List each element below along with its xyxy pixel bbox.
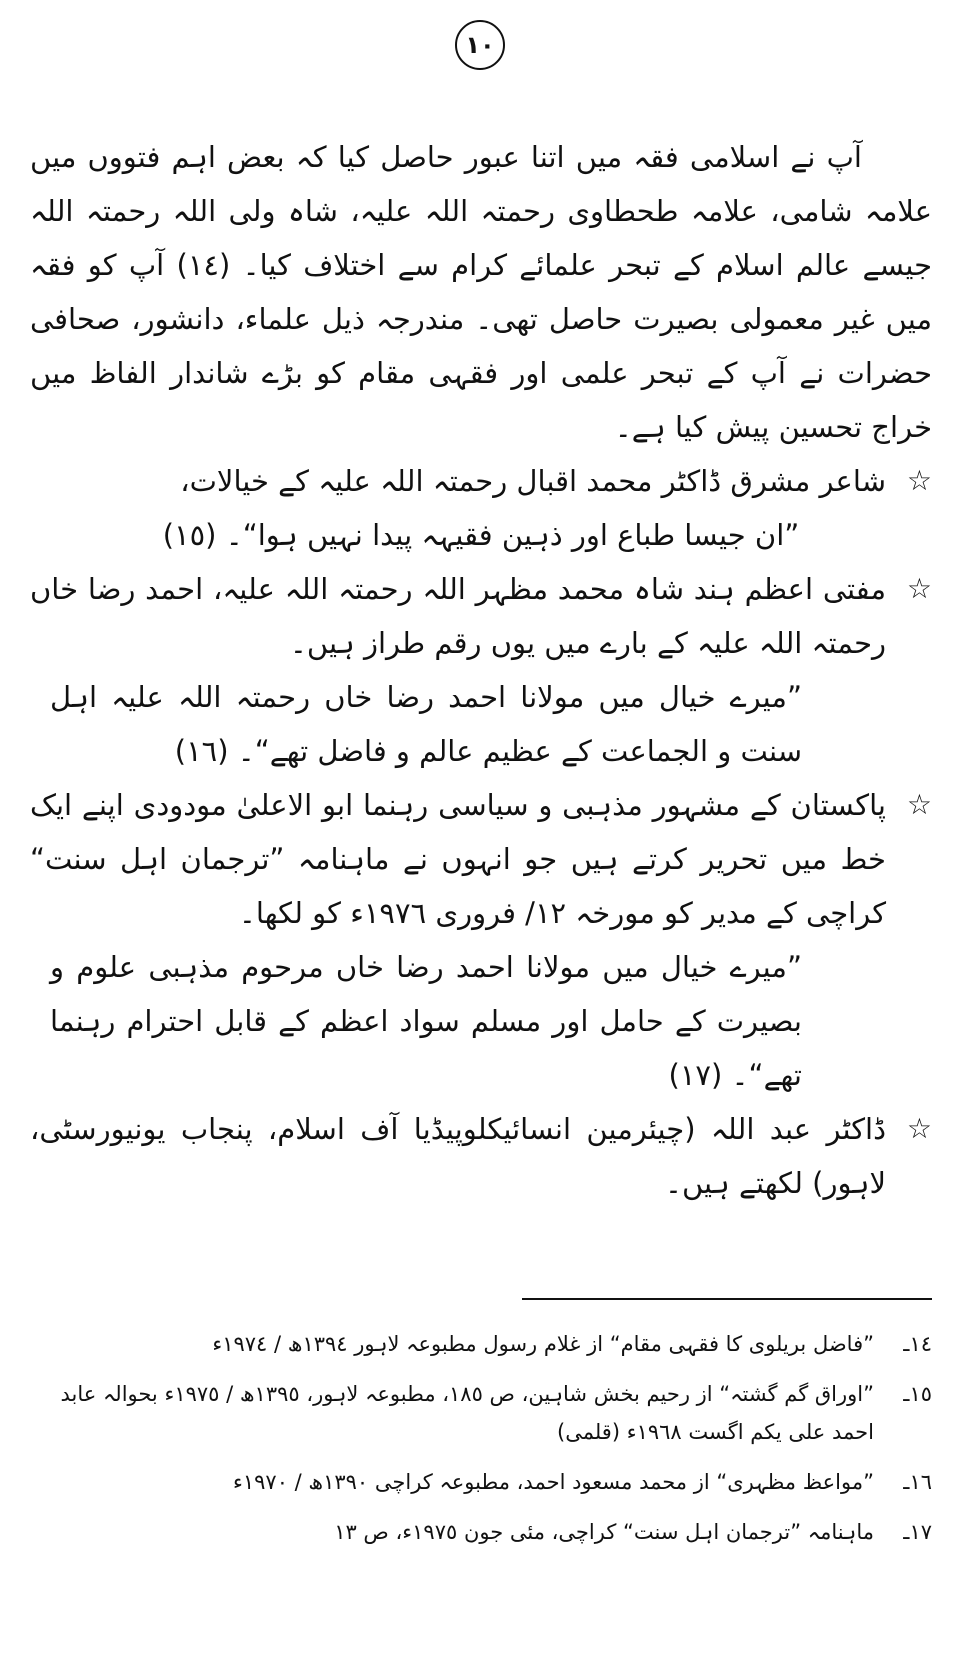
star-icon: ☆: [906, 572, 932, 605]
footnote-17: [30, 1513, 932, 1551]
footnote-number: ١٤ـ: [903, 1332, 932, 1356]
page-number: [455, 20, 505, 70]
list-item-abdullah: [30, 1102, 932, 1210]
star-icon: ☆: [906, 1112, 932, 1145]
quote-iqbal: ”ان جیسا طباع اور ذہین فقیہہ پیدا نہیں ہوا“۔ (١٥): [162, 518, 800, 552]
footnote-number: ١٥ـ: [903, 1382, 932, 1406]
list-item-mufti: [30, 562, 932, 670]
footnote-text: ”فاضل بریلوی کا فقہی مقام“ از غلام رسول مطبوعہ لاہور ١٣٩٤ھ / ١٩٧٤ء: [212, 1332, 874, 1356]
list-item-text: مفتی اعظم ہند شاہ محمد مظہر اللہ رحمتہ اللہ علیہ، احمد رضا خاں رحمتہ اللہ علیہ کے بارے میں یوں رقم طراز ہیں۔: [30, 572, 886, 660]
footnote-15: [30, 1375, 932, 1451]
footnote-text: ”اوراق گم گشتہ“ از رحیم بخش شاہین، ص ١٨٥، مطبوعہ لاہور، ١٣٩٥ھ / ١٩٧٥ء بحوالہ عابد احمد علی یکم اگست ١٩٦٨ء (قلمی): [60, 1382, 874, 1444]
quote-mufti: ”میرے خیال میں مولانا احمد رضا خاں رحمتہ اللہ علیہ اہل سنت و الجماعت کے عظیم عالم و فاضل تھے“۔ (١٦): [50, 680, 802, 768]
intro-paragraph: آپ نے اسلامی فقہ میں اتنا عبور حاصل کیا کہ بعض اہم فتووں میں علامہ شامی، علامہ طحطاوی رحمتہ اللہ علیہ، شاہ ولی اللہ رحمتہ اللہ جیسے عالم اسلام کے تبحر علمائے کرام سے اختلاف کیا۔ (١٤) آپ کو فقہ میں غیر معمولی بصیرت حاصل تھی۔ مندرجہ ذیل علماء، دانشور، صحافی حضرات نے آپ کے تبحر علمی اور فقہی مقام کو بڑے شاندار الفاظ میں خراج تحسین پیش کیا ہے۔: [30, 140, 933, 444]
list-item-iqbal: [30, 454, 932, 508]
list-item-text: پاکستان کے مشہور مذہبی و سیاسی رہنما ابو الاعلیٰ مودودی اپنے ایک خط میں تحریر کرتے ہیں جو انہوں نے ماہنامہ ”ترجمان اہل سنت“ کراچی کے مدیر کو مورخہ ١٢/ فروری ١٩٧٦ء کو لکھا۔: [30, 788, 886, 930]
page-number-text: ١٠: [465, 31, 495, 59]
body-text: [30, 130, 932, 1210]
star-icon: ☆: [906, 464, 932, 497]
list-item-maududi: [30, 778, 932, 940]
footnote-text: ”مواعظ مظہری“ از محمد مسعود احمد، مطبوعہ کراچی ١٣٩٠ھ / ١٩٧٠ء: [233, 1470, 874, 1494]
list-item-text: شاعر مشرق ڈاکٹر محمد اقبال رحمتہ اللہ علیہ کے خیالات،: [180, 464, 886, 498]
footnote-number: ١٧ـ: [903, 1520, 932, 1544]
footnotes: [30, 1325, 932, 1563]
footnote-14: [30, 1325, 932, 1363]
quote-maududi: ”میرے خیال میں مولانا احمد رضا خاں مرحوم مذہبی علوم و بصیرت کے حامل اور مسلم سواد اعظم کے قابل احترام رہنما تھے“۔ (١٧): [50, 950, 802, 1092]
footnote-text: ماہنامہ ”ترجمان اہل سنت“ کراچی، مئی جون ١٩٧٥ء، ص ١٣: [334, 1520, 874, 1544]
star-icon: ☆: [906, 788, 932, 821]
footnote-number: ١٦ـ: [903, 1470, 932, 1494]
footnote-16: [30, 1463, 932, 1501]
footnote-divider: [522, 1298, 932, 1300]
list-item-text: ڈاکٹر عبد اللہ (چیئرمین انسائیکلوپیڈیا آف اسلام، پنجاب یونیورسٹی، لاہور) لکھتے ہیں۔: [30, 1112, 886, 1200]
